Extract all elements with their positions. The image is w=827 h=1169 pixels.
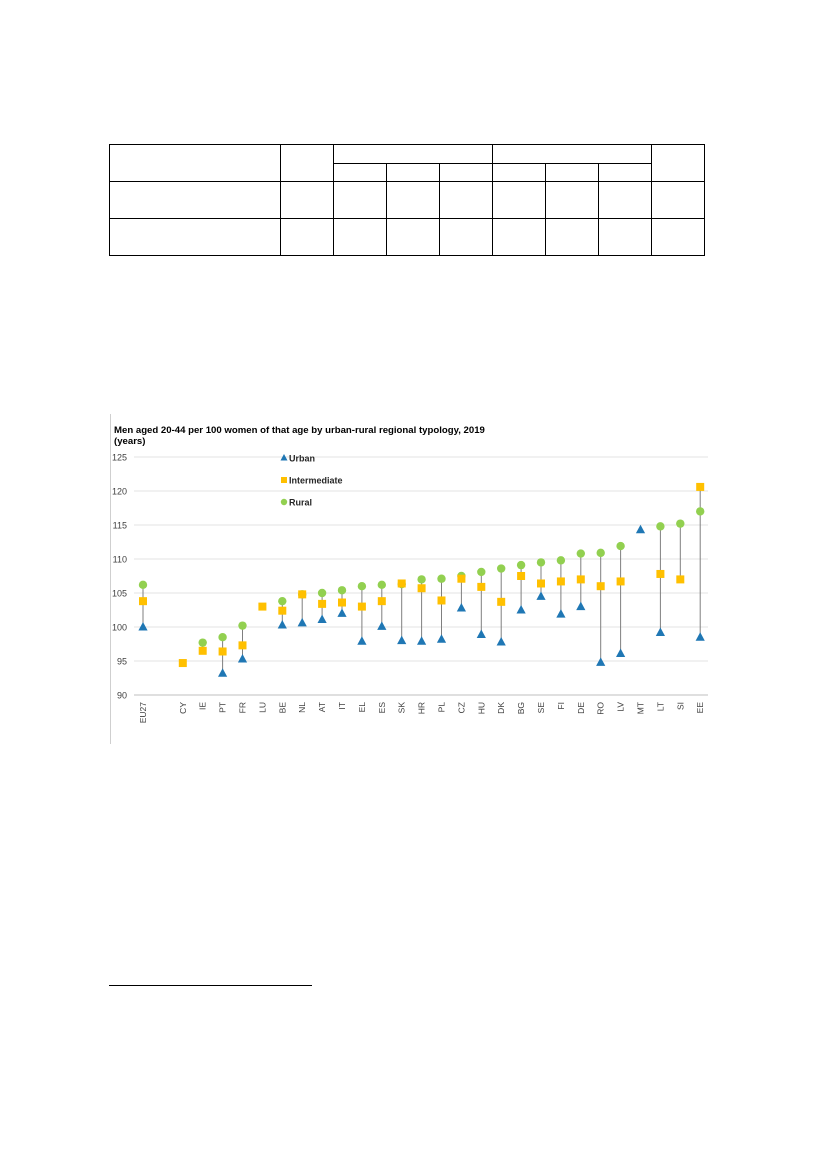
- urban-marker: [596, 657, 605, 666]
- rural-marker: [358, 582, 366, 590]
- urban-marker: [318, 615, 327, 624]
- urban-marker: [298, 618, 307, 627]
- urban-marker: [616, 649, 625, 658]
- intermediate-marker: [497, 598, 505, 606]
- x-tick-label: FR: [237, 702, 248, 714]
- x-tick-label: IT: [337, 702, 347, 710]
- intermediate-marker: [298, 590, 306, 598]
- intermediate-marker: [338, 599, 346, 607]
- urban-marker: [417, 636, 426, 645]
- x-tick-label: SE: [536, 702, 546, 714]
- rural-marker: [278, 597, 286, 605]
- x-tick-label: ES: [376, 702, 387, 714]
- intermediate-marker: [219, 647, 227, 655]
- rural-marker: [557, 556, 565, 564]
- intermediate-marker: [438, 596, 446, 604]
- y-tick-label: 95: [116, 656, 127, 667]
- urban-marker: [397, 636, 406, 645]
- rural-marker: [577, 549, 585, 557]
- rural-marker: [537, 558, 545, 566]
- urban-marker: [696, 632, 705, 641]
- rural-marker: [238, 621, 246, 629]
- legend-rural-marker: [281, 499, 287, 505]
- x-tick-label: NL: [297, 702, 308, 713]
- urban-marker: [636, 525, 645, 534]
- rural-marker: [417, 575, 425, 583]
- urban-marker: [517, 605, 526, 614]
- urban-marker: [218, 668, 227, 677]
- intermediate-marker: [477, 583, 485, 591]
- urban-marker: [377, 621, 386, 630]
- y-tick-label: 100: [111, 622, 127, 633]
- x-tick-label: DE: [575, 702, 586, 714]
- rural-marker: [616, 542, 624, 550]
- intermediate-marker: [617, 577, 625, 585]
- rural-marker: [218, 633, 226, 641]
- urban-marker: [437, 634, 446, 643]
- rural-marker: [676, 519, 684, 527]
- x-tick-label: AT: [317, 702, 328, 713]
- rural-marker: [656, 522, 664, 530]
- rural-marker: [139, 581, 147, 589]
- urban-marker: [138, 622, 147, 631]
- x-tick-label: FI: [555, 702, 566, 710]
- intermediate-marker: [457, 575, 465, 583]
- urban-marker: [238, 654, 247, 663]
- x-tick-label: BE: [277, 702, 288, 714]
- rural-marker: [477, 568, 485, 576]
- x-tick-label: HU: [476, 702, 487, 715]
- rural-marker: [497, 564, 505, 572]
- footnote-separator: [109, 985, 312, 986]
- rural-marker: [597, 549, 605, 557]
- x-tick-label: CY: [177, 702, 188, 714]
- intermediate-marker: [358, 603, 366, 611]
- legend-label: Rural: [289, 497, 313, 508]
- legend-intermediate-marker: [281, 477, 287, 483]
- x-tick-label: SK: [396, 702, 407, 714]
- x-tick-label: LT: [655, 702, 666, 712]
- intermediate-marker: [656, 570, 664, 578]
- intermediate-marker: [139, 597, 147, 605]
- intermediate-marker: [278, 607, 286, 615]
- x-tick-label: EU27: [138, 702, 148, 724]
- y-tick-label: 120: [111, 486, 127, 497]
- x-tick-label: BG: [516, 702, 527, 715]
- x-tick-label: MT: [635, 702, 646, 715]
- rural-marker: [199, 638, 207, 646]
- urban-marker: [556, 609, 565, 618]
- x-tick-label: EE: [695, 702, 706, 714]
- urban-marker: [457, 603, 466, 612]
- intermediate-marker: [597, 582, 605, 590]
- y-tick-label: 115: [112, 520, 127, 531]
- intermediate-marker: [418, 584, 426, 592]
- urban-marker: [477, 629, 486, 638]
- intermediate-marker: [239, 641, 247, 649]
- legend-label: Intermediate: [289, 475, 343, 486]
- intermediate-marker: [258, 603, 266, 611]
- intermediate-marker: [179, 659, 187, 667]
- x-tick-label: LV: [615, 702, 626, 712]
- intermediate-marker: [398, 579, 406, 587]
- x-tick-label: DK: [496, 702, 507, 714]
- urban-marker: [337, 608, 346, 617]
- rural-marker: [378, 581, 386, 589]
- y-tick-label: 110: [112, 554, 127, 565]
- y-tick-label: 90: [116, 690, 127, 701]
- intermediate-marker: [696, 483, 704, 491]
- urban-marker: [357, 636, 366, 645]
- x-tick-label: CZ: [456, 702, 467, 714]
- x-tick-label: EL: [356, 702, 367, 713]
- x-tick-label: LU: [257, 702, 268, 713]
- intermediate-marker: [318, 600, 326, 608]
- intermediate-marker: [517, 572, 525, 580]
- x-tick-label: HR: [416, 702, 427, 715]
- urban-marker: [656, 627, 665, 636]
- urban-marker: [497, 637, 506, 646]
- y-tick-label: 105: [111, 588, 127, 599]
- urban-marker: [278, 620, 287, 629]
- x-tick-label: SI: [675, 702, 686, 711]
- y-tick-label: 125: [111, 452, 127, 463]
- legend-label: Urban: [289, 453, 316, 464]
- rural-marker: [437, 575, 445, 583]
- intermediate-marker: [199, 647, 207, 655]
- x-tick-label: PL: [436, 702, 447, 713]
- x-tick-label: RO: [595, 702, 606, 715]
- intermediate-marker: [676, 575, 684, 583]
- intermediate-marker: [557, 577, 565, 585]
- rural-marker: [696, 507, 704, 515]
- chart-title-text: Men aged 20-44 per 100 women of that age by urban-rural regional typology, 2019: [114, 425, 485, 436]
- chart-unit-label: (years): [114, 436, 146, 447]
- x-tick-label: PT: [217, 702, 228, 713]
- intermediate-marker: [378, 597, 386, 605]
- intermediate-marker: [577, 575, 585, 583]
- rural-marker: [318, 589, 326, 597]
- x-tick-label: IE: [197, 702, 208, 711]
- intermediate-marker: [537, 579, 545, 587]
- rural-marker: [517, 561, 525, 569]
- urban-marker: [576, 602, 585, 611]
- rural-marker: [338, 586, 346, 594]
